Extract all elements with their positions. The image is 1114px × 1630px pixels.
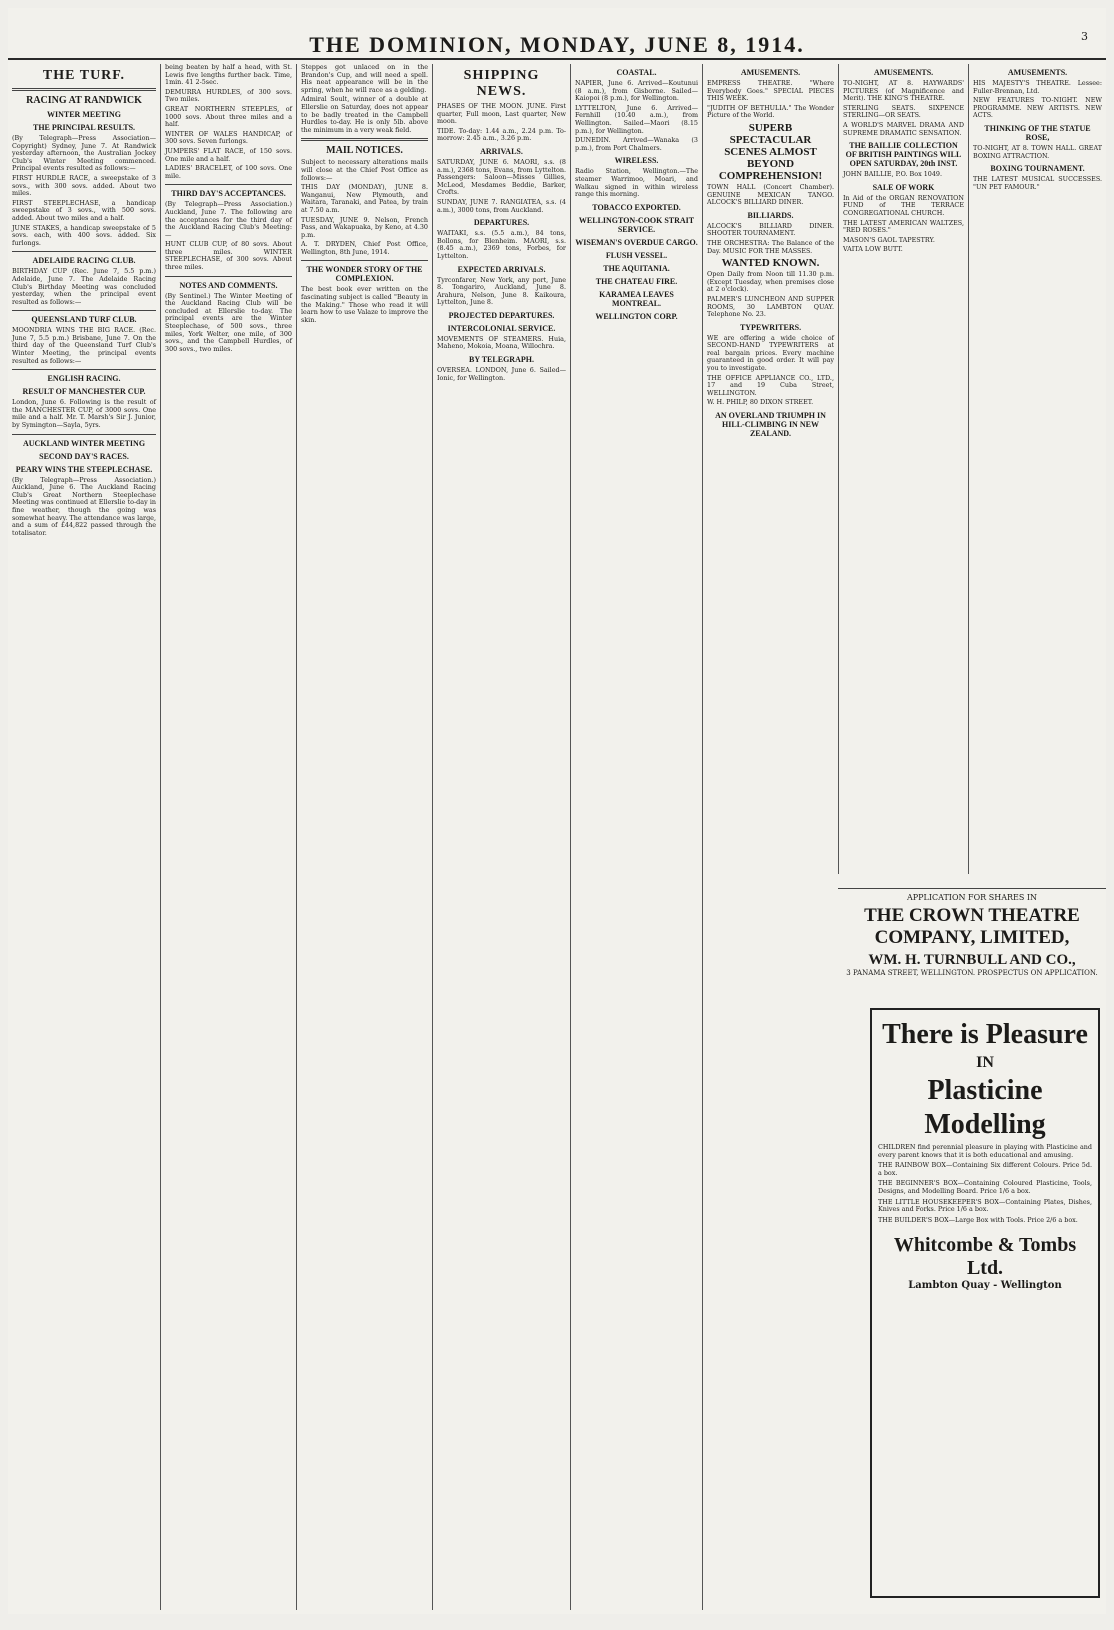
column-amusements-2 [838, 64, 968, 874]
article-paragraph: WAITAKI, s.s. (5.5 a.m.), 84 tons, Bollons, for Blenheim. MAORI, s.s. (8.45 a.m.), 2369 tons, Forbes, for Lyttelton. [437, 229, 566, 260]
ad-paragraph: THE LITTLE HOUSEKEEPER'S BOX—Containing Plates, Dishes, Knives and Forks. Price 1/6 a box. [878, 1197, 1092, 1214]
whitcombe-tombs-name: Whitcombe & Tombs Ltd. [893, 1234, 1077, 1280]
flush-vessel-heading: FLUSH VESSEL. [605, 250, 668, 260]
whitcombe-tombs-address: Lambton Quay - Wellington [908, 1280, 1062, 1292]
second-day-heading: SECOND DAY'S RACES. [39, 451, 129, 461]
ad-paragraph: THE BUILDER'S BOX—Large Box with Tools. Price 2/6 a box. [878, 1215, 1078, 1224]
wireless-heading: WIRELESS. [614, 156, 659, 166]
ad-paragraph: MASON'S GAOL TAPESTRY. [843, 235, 935, 244]
article-paragraph: WINTER OF WALES HANDICAP, of 300 sovs. Seven furlongs. [165, 129, 292, 146]
divider [12, 310, 156, 311]
crown-address: 3 PANAMA STREET, WELLINGTON. PROSPECTUS ON APPLICATION. [846, 969, 1098, 977]
english-racing-heading: ENGLISH RACING. [47, 374, 121, 384]
ad-paragraph: NEW FEATURES TO-NIGHT. NEW PROGRAMME. NEW ARTISTS. NEW ACTS. [973, 96, 1102, 120]
column-shipping [432, 64, 570, 1610]
coastal-heading: COASTAL. [616, 68, 657, 77]
plasticine-word: Plasticine [927, 1075, 1043, 1106]
divider [301, 138, 428, 141]
masthead-title: THE DOMINION, MONDAY, JUNE 8, 1914. [309, 32, 805, 57]
ad-paragraph: TO-NIGHT, AT 8. HAYWARDS' PICTURES (of Magnificence and Merit). THE KING'S THEATRE. [843, 79, 964, 103]
article-paragraph: Steppes got unlaced on in the Brandon's Cup, and will need a spell. His neat appearance will be in the spring, when he will race as a gelding. [301, 64, 428, 94]
ad-paragraph: ALCOCK'S BILLIARD DINER. SHOOTER TOURNAMENT. [707, 221, 834, 238]
boxing-heading: BOXING TOURNAMENT. [990, 164, 1085, 174]
column-mail-notices [296, 64, 432, 1610]
queensland-heading: QUEENSLAND TURF CLUB. [31, 315, 137, 325]
intercolonial-heading: INTERCOLONIAL SERVICE. [447, 323, 556, 333]
article-paragraph: Admiral Soult, winner of a double at Ellerslie on Saturday, does not appear to be badly treated in the Campbell Hurdles to-day. He is only 5lb. above the minimum in a very weak field. [301, 95, 428, 134]
ad-paragraph: PALMER'S LUNCHEON AND SUPPER ROOMS, 30 LAMBTON QUAY. Telephone No. 23. [707, 294, 834, 319]
billiards-heading: BILLIARDS. [747, 210, 794, 220]
adelaide-heading: ADELAIDE RACING CLUB. [32, 256, 136, 266]
wanted-known-heading: WANTED KNOWN. [721, 257, 820, 270]
overdue-cargo-heading: WISEMAN'S OVERDUE CARGO. [575, 237, 698, 247]
expected-heading: EXPECTED ARRIVALS. [457, 264, 546, 274]
statue-rose-heading: THINKING OF THE STATUE ROSE, [984, 123, 1091, 142]
article-paragraph: TIDE. To-day: 1.44 a.m., 2.24 p.m. To-morrow: 2.45 a.m., 3.26 p.m. [437, 126, 566, 143]
article-paragraph: (By Telegraph—Press Association.) Auckland, June 6. The Auckland Racing Club's Great Northern Steeplechase Meeting was continued at Ellerslie to-day in fine weather, though the going was somewhat heavy. The attendance was large, and a sum of £44,822 passed through the totalisator. [12, 475, 156, 537]
plasticine-in: IN [976, 1054, 994, 1071]
crown-company: THE CROWN THEATRE COMPANY, LIMITED, [864, 905, 1080, 948]
article-paragraph: JUNE STAKES, a handicap sweepstake of 5 sovs. each, with 400 sovs. added. Six furlongs. [12, 223, 156, 247]
divider [12, 369, 156, 370]
column-amusements-3 [968, 64, 1106, 874]
ad-paragraph: "JUDITH OF BETHULIA." The Wonder Picture of the World. [707, 103, 834, 120]
ad-paragraph: In Aid of the ORGAN RENOVATION FUND of THE TERRACE CONGREGATIONAL CHURCH. [843, 193, 964, 217]
divider [165, 184, 292, 185]
wonder-story-heading: THE WONDER STORY OF THE COMPLEXION. [306, 265, 423, 284]
ad-paragraph: HIS MAJESTY'S THEATRE. Lessee: Fuller-Brennan, Ltd. [973, 79, 1102, 95]
crown-theatre-ad [838, 888, 1106, 998]
article-paragraph: SATURDAY, JUNE 6. MAORI, s.s. (8 a.m.), 2368 tons, Evans, from Lyttelton. Passengers: Saloon—Misses Gillies, McLeod, Mesdames Beddie, Barker, Crofts. [437, 157, 566, 197]
acceptances-heading: THIRD DAY'S ACCEPTANCES. [171, 189, 286, 199]
auckland-heading: AUCKLAND WINTER MEETING [22, 438, 146, 448]
column-racing-results [160, 64, 296, 1610]
departures-heading: DEPARTURES. [473, 218, 530, 228]
crown-application: APPLICATION FOR SHARES IN [906, 893, 1038, 902]
plasticine-headline: There is Pleasure [882, 1019, 1088, 1050]
article-paragraph: Radio Station, Wellington.—The steamer Warrimoo, Moari, and Walkau signed in within wireless range this morning. [575, 167, 698, 199]
article-paragraph: FIRST HURDLE RACE, a sweepstake of 3 sovs., with 300 sovs. added. About two miles. [12, 173, 156, 198]
ad-paragraph: THE RAINBOW BOX—Containing Six different Colours. Price 5d. a box. [878, 1161, 1092, 1177]
article-paragraph: (By Sentinel.) The Winter Meeting of the Auckland Racing Club will be concluded at Ellerslie to-day. The principal events are the Winter Steeplechase, of 500 sovs., three miles, York Welter, one mile, of 300 sovs., and the Campbell Hurdles, of 300 sovs., two miles. [165, 291, 292, 353]
article-paragraph: DEMURRA HURDLES, of 300 sovs. Two miles. [165, 87, 292, 104]
wellington-corp-heading: WELLINGTON CORP. [595, 311, 678, 321]
ad-paragraph: EMPRESS THEATRE. "Where Everybody Goes." SPECIAL PIECES THIS WEEK. [707, 79, 834, 103]
article-paragraph: The best book ever written on the fascinating subject is called "Beauty in the Making." Those who read it will learn how to use Valaze to improve the skin. [301, 285, 428, 324]
ad-paragraph: WE are offering a wide choice of SECOND-HAND TYPEWRITERS at real bargain prices. Every machine guaranteed in good order. It will pay you to investigate. [707, 333, 834, 373]
ad-paragraph: STERLING SEATS. SIXPENCE STERLING—OR SEATS. [843, 103, 964, 120]
article-paragraph: BIRTHDAY CUP (Rec. June 7, 5.5 p.m.) Adelaide, June 7. The Adelaide Racing Club's Birthday Meeting was concluded yesterday, when the principal event resulted as follows:— [12, 267, 156, 306]
ad-paragraph: VAITA LOW BUTT. [843, 245, 903, 254]
ad-paragraph: TO-NIGHT, AT 8. TOWN HALL. GREAT BOXING ATTRACTION. [973, 143, 1102, 160]
crown-broker: WM. H. TURNBULL AND CO., [868, 952, 1076, 968]
telegraph-heading: BY TELEGRAPH. [469, 355, 534, 365]
article-paragraph: LYTTELTON, June 6. Arrived—Fernhill (10.40 a.m.), from Wellington. Sailed—Maori (8.15 p.m.), for Wellington. [575, 103, 698, 135]
column-turf [8, 64, 160, 1610]
ad-paragraph: W. H. PHILP, 80 DIXON STREET. [707, 398, 814, 407]
article-paragraph: THIS DAY (MONDAY), JUNE 8. Wanganui, New Plymouth, and Waitara, Taranaki, and Patea, by train at 7.50 a.m. [301, 183, 428, 214]
ad-paragraph: THE BEGINNER'S BOX—Containing Coloured Plasticine, Tools, Designs, and Modelling Board. Price 1/6 a box. [878, 1179, 1092, 1195]
ad-paragraph: JOHN BAILLIE, P.O. Box 1049. [843, 170, 943, 179]
article-paragraph: LADIES' BRACELET, of 100 sovs. One mile. [165, 164, 292, 180]
plasticine-ad [870, 1008, 1100, 1598]
tobacco-heading: TOBACCO EXPORTED. [592, 202, 681, 212]
ad-paragraph: Open Daily from Noon till 11.30 p.m. (Except Tuesday, when premises close at 2 o'clock). [707, 270, 834, 294]
ad-paragraph: THE LATEST MUSICAL SUCCESSES. "UN PET FAMOUR." [973, 175, 1102, 191]
divider [12, 251, 156, 252]
manchester-heading: RESULT OF MANCHESTER CUP. [22, 387, 146, 397]
article-paragraph: London, June 6. Following is the result of the MANCHESTER CUP, of 3000 sovs. One mile and a half. Mr. T. Marsh's Sir J. Junior, by Symington—Sayla, 5yrs. [12, 398, 156, 430]
page-number: 3 [1081, 30, 1088, 43]
randwick-heading: RACING AT RANDWICK [26, 95, 142, 106]
mail-notices-heading: MAIL NOTICES. [326, 145, 403, 157]
article-paragraph: being beaten by half a head, with St. Lewis five lengths further back. Time, 1min. 41 2-5sec. [165, 64, 292, 87]
signature: A. T. DRYDEN, Chief Post Office, Wellington, 8th June, 1914. [301, 240, 428, 256]
karamea-heading: KARAMEA LEAVES MONTREAL. [599, 289, 674, 308]
overland-heading: AN OVERLAND TRIUMPH IN HILL-CLIMBING IN NEW ZEALAND. [715, 411, 826, 439]
article-paragraph: FIRST STEEPLECHASE, a handicap sweepstake of 3 sovs., with 500 sovs. added. About two miles and a half. [12, 198, 156, 222]
ad-paragraph: TOWN HALL (Concert Chamber). GENUINE MEXICAN TANGO. ALCOCK'S BILLIARD DINER. [707, 182, 834, 207]
ad-paragraph: A WORLD'S MARVEL DRAMA AND SUPREME DRAMATIC SENSATION. [843, 120, 964, 137]
article-paragraph: (By Telegraph—Press Association—Copyright) Sydney, June 7. At Randwick yesterday afternoon, the Australian Jockey Club's Winter Meeting commenced. Principal events resulted as follows:— [12, 134, 156, 173]
cook-strait-heading: WELLINGTON-COOK STRAIT SERVICE. [578, 215, 695, 234]
ad-paragraph: THE OFFICE APPLIANCE CO., LTD., 17 and 19 Cuba Street, WELLINGTON. [707, 373, 834, 397]
winter-meeting-heading: WINTER MEETING [46, 110, 121, 119]
article-paragraph: MOONDRIA WINS THE BIG RACE. (Rec. June 7, 5.5 p.m.) Brisbane, June 7. On the third day of the Queensland Turf Club's Winter Meeting, the principal events resulted as follows:— [12, 326, 156, 365]
superb-heading: SUPERB SPECTACULAR SCENES ALMOST BEYOND COMPREHENSION! [718, 121, 823, 182]
amusements-heading: AMUSEMENTS. [873, 68, 934, 77]
amusements-heading: AMUSEMENTS. [1007, 68, 1068, 77]
divider [165, 276, 292, 277]
sale-of-work-heading: SALE OF WORK [872, 182, 935, 192]
projected-heading: PROJECTED DEPARTURES. [448, 310, 555, 320]
shipping-heading: SHIPPING NEWS. [463, 68, 540, 99]
article-paragraph: OVERSEA. LONDON, June 6. Sailed—Ionic, for Wellington. [437, 366, 566, 382]
divider [12, 434, 156, 435]
peary-heading: PEARY WINS THE STEEPLECHASE. [15, 464, 153, 474]
divider [12, 88, 156, 91]
ad-paragraph: THE ORCHESTRA: The Balance of the Day. MUSIC FOR THE MASSES. [707, 238, 834, 255]
masthead [8, 8, 1106, 60]
article-paragraph: Tyrconfarer, New York, any port, June 8. Tongariro, Auckland, June 8. Arahura, Nelson, June 8. Kaikoura, Lyttelton, June 8. [437, 275, 566, 307]
aquitania-heading: THE AQUITANIA. [603, 263, 670, 273]
divider [301, 260, 428, 261]
column-coastal [570, 64, 702, 1610]
article-paragraph: Subject to necessary alterations mails will close at the Chief Post Office as follows:— [301, 158, 428, 182]
article-paragraph: HUNT CLUB CUP, of 80 sovs. About three miles. WINTER STEEPLECHASE, of 300 sovs. About three miles. [165, 240, 292, 272]
article-paragraph: SUNDAY, JUNE 7. RANGIATEA, s.s. (4 a.m.), 3000 tons, from Auckland. [437, 197, 566, 214]
article-paragraph: DUNEDIN. Arrived—Wanaka (3 p.m.), from Port Chalmers. [575, 136, 698, 152]
article-paragraph: (By Telegraph—Press Association.) Auckland, June 7. The following are the acceptances for the third day of the Auckland Racing Club's Meeting:— [165, 200, 292, 239]
ad-paragraph: CHILDREN find perennial pleasure in playing with Plasticine and every parent knows that it is both educational and amusing. [878, 1143, 1092, 1159]
modelling-word: Modelling [924, 1109, 1046, 1140]
chateau-fire-heading: THE CHATEAU FIRE. [595, 276, 678, 286]
notes-heading: NOTES AND COMMENTS. [179, 280, 278, 290]
article-paragraph: PHASES OF THE MOON. JUNE. First quarter, Full moon, Last quarter, New moon. [437, 102, 566, 126]
turf-heading: THE TURF. [42, 68, 126, 83]
column-amusements-1 [702, 64, 838, 1610]
ad-paragraph: THE LATEST AMERICAN WALTZES, "RED ROSES." [843, 218, 964, 235]
article-paragraph: TUESDAY, JUNE 9. Nelson, French Pass, and Wakapuaka, by Keno, at 4.30 p.m. [301, 215, 428, 239]
arrivals-heading: ARRIVALS. [480, 146, 523, 156]
baillie-heading: THE BAILLIE COLLECTION OF BRITISH PAINTINGS WILL OPEN SATURDAY, 20th INST. [845, 141, 962, 169]
principal-results-heading: THE PRINCIPAL RESULTS. [32, 123, 136, 132]
amusements-heading: AMUSEMENTS. [740, 68, 801, 77]
newspaper-page [8, 8, 1106, 1614]
article-paragraph: GREAT NORTHERN STEEPLES, of 1000 sovs. About three miles and a half. [165, 104, 292, 129]
article-paragraph: MOVEMENTS OF STEAMERS. Huia, Maheno, Mokoia, Moana, Willochra. [437, 334, 566, 351]
typewriters-heading: TYPEWRITERS. [739, 322, 802, 332]
article-paragraph: NAPIER, June 6. Arrived—Koutunui (8 a.m.), from Gisborne. Sailed—Kaiopoi (8 p.m.), for Wellington. [575, 79, 698, 103]
article-paragraph: JUMPERS' FLAT RACE, of 150 sovs. One mile and a half. [165, 146, 292, 163]
